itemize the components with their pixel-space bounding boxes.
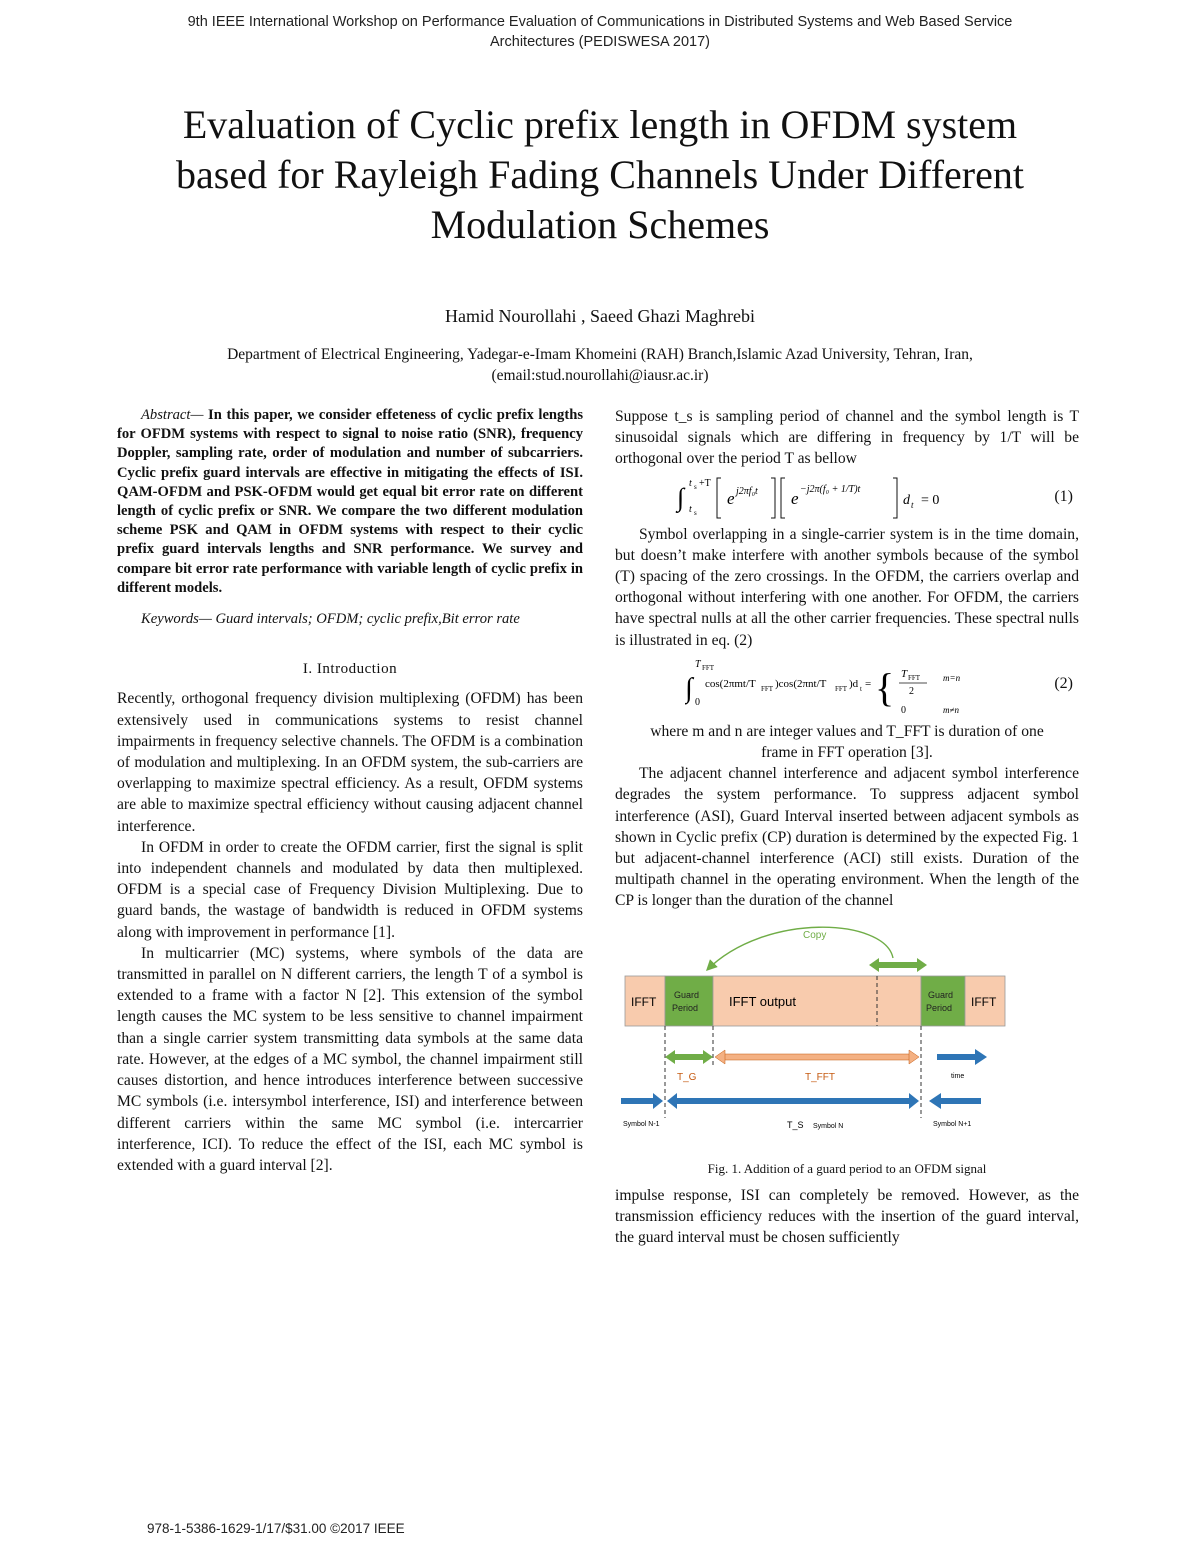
guard-left-line1: Guard bbox=[674, 989, 700, 1000]
svg-text:e: e bbox=[727, 488, 735, 508]
equation-2-number: (2) bbox=[1054, 674, 1073, 692]
affiliation-line1: Department of Electrical Engineering, Yadegar-e-Imam Khomeini (RAH) Branch,Islamic Azad University, Tehran, Iran, bbox=[227, 346, 973, 363]
keywords: Keywords— Guard intervals; OFDM; cyclic prefix,Bit error rate bbox=[141, 611, 520, 628]
title-line-2: based for Rayleigh Fading Channels Under Different bbox=[176, 152, 1024, 197]
svg-text:s: s bbox=[694, 508, 697, 517]
copy-arrow bbox=[707, 927, 893, 970]
guard-right-line2: Period bbox=[926, 1002, 953, 1013]
svg-text:=: = bbox=[865, 677, 872, 690]
tfft-label: T_FFT bbox=[805, 1071, 835, 1083]
figure-1-caption: Fig. 1. Addition of a guard period to an OFDM signal bbox=[707, 1160, 987, 1176]
svg-text:∫: ∫ bbox=[677, 482, 685, 512]
svg-text:d: d bbox=[903, 492, 910, 508]
svg-text:t: t bbox=[689, 477, 692, 489]
intro-paragraph-2: In OFDM in order to create the OFDM carrier, first the signal is split into independent channels and modulated by data then multiplexed. OFDM is a special case of Frequency Division Multiplexing. Due to guard bands, the wastage of bandwidth is reduced in OFDM systems along with improvement in performance [1]. bbox=[117, 838, 583, 941]
svg-text:t: t bbox=[860, 684, 862, 693]
svg-text:e: e bbox=[791, 488, 799, 508]
symbol-next-label: Symbol N+1 bbox=[933, 1120, 972, 1128]
title-line-3: Modulation Schemes bbox=[430, 202, 770, 247]
symbol-prev-arrow bbox=[621, 1093, 663, 1109]
svg-text:−j2π(f₀ + 1/T)t: −j2π(f₀ + 1/T)t bbox=[800, 483, 861, 495]
copied-segment-arrow bbox=[869, 958, 927, 972]
svg-text:0: 0 bbox=[901, 704, 906, 716]
overlap-paragraph: Symbol overlapping in a single-carrier system is in the time domain, but doesn’t make interfere with another symbols because of the symbol (T) spacing of the zero crossings. In the OFDM, the carriers overlap and orthogonal without interfering with one another. For OFDM, the carriers have spectral nulls at all the other carrier frequencies. These spectral nulls is illustrated in eq. (2) bbox=[615, 525, 1079, 649]
equation-2 bbox=[615, 651, 1079, 721]
svg-text:∫: ∫ bbox=[685, 672, 693, 704]
equation-2-formula bbox=[685, 653, 1015, 723]
symbol-next-arrow bbox=[929, 1093, 981, 1109]
guard-period-left bbox=[665, 976, 713, 1026]
svg-text:FFT: FFT bbox=[702, 663, 715, 672]
figure-1-diagram bbox=[615, 918, 1079, 1148]
svg-text:j2πf₀t: j2πf₀t bbox=[736, 485, 758, 497]
where-line-1: where m and n are integer values and T_FFT is duration of one bbox=[650, 722, 1044, 740]
copy-label: Copy bbox=[803, 929, 827, 941]
svg-text:t: t bbox=[911, 499, 914, 510]
svg-text:0: 0 bbox=[695, 696, 700, 708]
equation-1-formula bbox=[675, 470, 1055, 524]
symbol-current-arrow bbox=[667, 1093, 919, 1109]
svg-text:m=n: m=n bbox=[943, 672, 961, 683]
svg-text:{: { bbox=[875, 664, 895, 710]
guard-period-right bbox=[921, 976, 965, 1026]
left-column bbox=[117, 406, 583, 1176]
svg-text:2: 2 bbox=[909, 685, 914, 697]
conference-header-line1: 9th IEEE International Workshop on Performance Evaluation of Communications in Distributed Systems and Web Based Service bbox=[187, 14, 1013, 30]
svg-text:)cos(2πnt/T: )cos(2πnt/T bbox=[775, 677, 827, 690]
svg-text:)d: )d bbox=[849, 677, 859, 690]
svg-text:FFT: FFT bbox=[908, 673, 921, 682]
svg-text:m≠n: m≠n bbox=[943, 704, 959, 715]
svg-text:FFT: FFT bbox=[761, 684, 774, 693]
svg-text:= 0: = 0 bbox=[921, 492, 940, 508]
tg-label: T_G bbox=[677, 1071, 697, 1083]
equation-1 bbox=[615, 470, 1079, 524]
abstract-body: In this paper, we consider effeteness of cyclic prefix lengths for OFDM systems with respect to signal to noise ratio (SNR), frequency Doppler, sampling rate, order of modulation and number of subcarriers. Cyclic prefix guard intervals are effective in mitigating the effects of ISI. QAM-OFDM and PSK-OFDM would get equal bit error rate on different length of cyclic prefix or SNR. We compare the two different modulation scheme PSK and QAM in OFDM systems with respect to their cyclic prefix guard intervals lengths and SNR performance. We survey and compare bit error rate performance with variable length of cyclic prefix in different models. bbox=[117, 407, 583, 596]
authors: Hamid Nourollahi , Saeed Ghazi Maghrebi bbox=[445, 306, 755, 326]
symbol-prev-label: Symbol N-1 bbox=[623, 1120, 660, 1128]
svg-text:t: t bbox=[689, 503, 692, 515]
affiliation-email: (email:stud.nourollahi@iausr.ac.ir) bbox=[491, 367, 709, 384]
intro-paragraph-3: In multicarrier (MC) systems, where symbols of the data are transmitted in parallel on N different carriers, the length T of a symbol is extended to a frame with a factor N [2]. This extension of the symbol length causes the MC system to be less sensitive to channel impairment than a single carrier system transmitting data symbols at the same data rate. However, at the edges of a MC symbol, the channel impairment still causes distortion, and hence introduces interference between successive MC symbols (i.e. intersymbol interference, ISI) and interference between different carriers within the same MC symbol (i.e. intercarrier interference, ICI). To reduce the effect of the ISI, each MC symbol is extended with a guard interval [2]. bbox=[117, 944, 583, 1174]
orthogonality-paragraph: Suppose t_s is sampling period of channel and the symbol length is T sinusoidal signals which are differing in frequency by 1/T will be orthogonal over the period T as bellow bbox=[615, 408, 1079, 468]
conference-header bbox=[100, 12, 1100, 52]
interference-paragraph: The adjacent channel interference and adjacent symbol interference degrades the system performance. To suppress adjacent symbol interference (ASI), Guard Interval inserted between adjacent symbols as shown in Cyclic prefix (CP) duration is determined by the expected Fig. 1 but adjacent-channel interference (ACI) still exists. Duration of the multipath channel in the operating environment. When the length of the CP is longer than the duration of the channel bbox=[615, 765, 1079, 910]
paper-title bbox=[90, 100, 1110, 250]
equation-1-number: (1) bbox=[1054, 487, 1073, 505]
figure-1 bbox=[615, 918, 1079, 1176]
abstract bbox=[117, 406, 583, 598]
right-column bbox=[615, 406, 1079, 1248]
guard-left-line2: Period bbox=[672, 1002, 699, 1013]
intro-paragraph-1: Recently, orthogonal frequency division multiplexing (OFDM) has been extensively used in communications systems to resist channel impairments in frequency selective channels. The OFDM is a combination of modulation and multiplexing. In an OFDM system, the sub-carriers are overlapping to maximize spectral efficiency. As a result, OFDM systems are able to maximize spectral efficiency without causing adjacent channel interference. bbox=[117, 690, 583, 835]
tg-arrow bbox=[665, 1050, 713, 1064]
conference-header-line2: Architectures (PEDISWESA 2017) bbox=[490, 34, 710, 50]
ts-label: T_S bbox=[787, 1119, 804, 1130]
copyright-footer: 978-1-5386-1629-1/17/$31.00 ©2017 IEEE bbox=[147, 1521, 405, 1536]
svg-text:FFT: FFT bbox=[835, 684, 848, 693]
svg-text:T: T bbox=[901, 667, 908, 680]
title-line-1: Evaluation of Cyclic prefix length in OFDM system bbox=[182, 102, 1018, 147]
guard-right-line1: Guard bbox=[928, 989, 954, 1000]
time-label: time bbox=[951, 1072, 965, 1080]
ifft-left-label: IFFT bbox=[631, 994, 657, 1009]
time-arrow bbox=[937, 1049, 987, 1065]
svg-text:cos(2πmt/T: cos(2πmt/T bbox=[705, 677, 756, 690]
section-heading-introduction: I. Introduction bbox=[302, 661, 398, 678]
svg-text:T: T bbox=[695, 658, 701, 670]
ifft-right-label: IFFT bbox=[971, 994, 997, 1009]
where-line-2: frame in FFT operation [3]. bbox=[761, 744, 933, 762]
abstract-lead: Abstract— bbox=[141, 407, 204, 423]
guard-interval-paragraph: impulse response, ISI can completely be removed. However, as the transmission efficiency reduces with the insertion of the guard interval, the guard interval must be chosen sufficiently bbox=[615, 1186, 1079, 1247]
symbol-current-label: Symbol N bbox=[813, 1122, 844, 1130]
svg-text:s: s bbox=[694, 482, 697, 491]
affiliation bbox=[100, 344, 1100, 386]
svg-text:+T: +T bbox=[699, 477, 711, 489]
ifft-output-label: IFFT output bbox=[729, 993, 796, 1009]
tfft-arrow bbox=[715, 1050, 919, 1064]
